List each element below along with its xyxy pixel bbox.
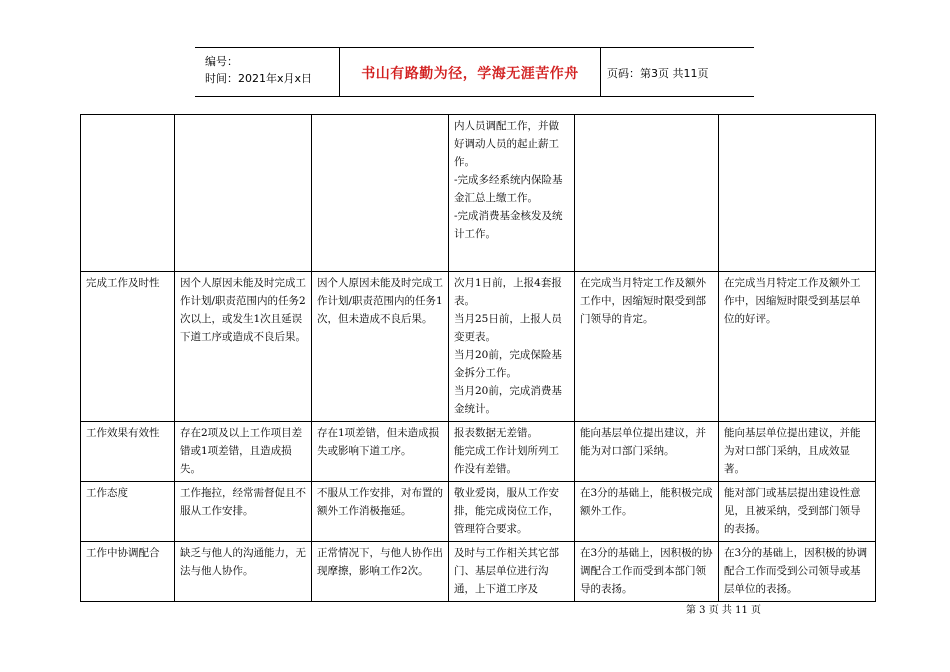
row-label — [81, 115, 175, 272]
assessment-table — [80, 114, 876, 602]
table-cell: 能向基层单位提出建议，并能为对口部门采纳。 — [575, 422, 719, 482]
table-row — [81, 272, 876, 422]
row-label: 工作效果有效性 — [81, 422, 175, 482]
table-row — [81, 422, 876, 482]
table-cell: 能向基层单位提出建议，并能为对口部门采纳，且成效显著。 — [719, 422, 876, 482]
row-label: 完成工作及时性 — [81, 272, 175, 422]
document-time-label: 时间：2021年x月x日 — [205, 72, 313, 85]
table-cell: 缺乏与他人的沟通能力，无法与他人协作。 — [175, 542, 312, 602]
row-label: 工作中协调配合 — [81, 542, 175, 602]
table-cell: 内人员调配工作，并做好调动人员的起止薪工作。 -完成多经系统内保险基金汇总上缴工作。 -完成消费基金核发及统计工作。 — [449, 115, 575, 272]
page-footer: 第 3 页 共 11 页 — [686, 605, 761, 616]
table-cell: 能对部门或基层提出建设性意见，且被采纳，受到部门领导的表扬。 — [719, 482, 876, 542]
header-page-cell — [601, 48, 754, 96]
table-row — [81, 115, 876, 272]
table-cell: 在3分的基础上，能积极完成额外工作。 — [575, 482, 719, 542]
row-label: 工作态度 — [81, 482, 175, 542]
header-info-cell — [195, 48, 340, 96]
table-cell — [175, 115, 312, 272]
table-cell: 正常情况下，与他人协作出现摩擦，影响工作2次。 — [312, 542, 449, 602]
table-cell: 工作拖拉，经常需督促且不服从工作安排。 — [175, 482, 312, 542]
table-row — [81, 482, 876, 542]
table-cell: 及时与工作相关其它部门、基层单位进行沟通，上下道工序及 — [449, 542, 575, 602]
header-page-number: 页码：第3页 共11页 — [607, 67, 709, 80]
table-cell: 敬业爱岗，服从工作安排，能完成岗位工作，管理符合要求。 — [449, 482, 575, 542]
table-cell: 在3分的基础上，因积极的协调配合工作而受到本部门领导的表扬。 — [575, 542, 719, 602]
table-cell: 在3分的基础上，因积极的协调配合工作而受到公司领导或基层单位的表扬。 — [719, 542, 876, 602]
header-motto-cell — [340, 48, 601, 96]
table-cell: 次月1日前，上报4套报表。 当月25日前，上报人员变更表。 当月20前，完成保险基金拆分工作。 当月20前，完成消费基金统计。 — [449, 272, 575, 422]
table-cell: 报表数据无差错。 能完成工作计划所列工作没有差错。 — [449, 422, 575, 482]
table-cell: 因个人原因未能及时完成工作计划/职责范围内的任务1次，但未造成不良后果。 — [312, 272, 449, 422]
table-row — [81, 542, 876, 602]
page-header — [195, 47, 754, 97]
table-cell — [719, 115, 876, 272]
table-cell: 在完成当月特定工作及额外工作中，因缩短时限受到部门领导的肯定。 — [575, 272, 719, 422]
table-cell: 存在2项及以上工作项目差错或1项差错，且造成损失。 — [175, 422, 312, 482]
table-cell — [575, 115, 719, 272]
table-cell: 存在1项差错，但未造成损失或影响下道工序。 — [312, 422, 449, 482]
header-motto: 书山有路勤为径，学海无涯苦作舟 — [361, 66, 579, 82]
table-cell: 在完成当月特定工作及额外工作中，因缩短时限受到基层单位的好评。 — [719, 272, 876, 422]
document-code-label: 编号： — [205, 55, 238, 68]
table-cell: 因个人原因未能及时完成工作计划/职责范围内的任务2次以上，或发生1次且延误下道工序或造成不良后果。 — [175, 272, 312, 422]
table-cell — [312, 115, 449, 272]
table-cell: 不服从工作安排，对布置的额外工作消极拖延。 — [312, 482, 449, 542]
